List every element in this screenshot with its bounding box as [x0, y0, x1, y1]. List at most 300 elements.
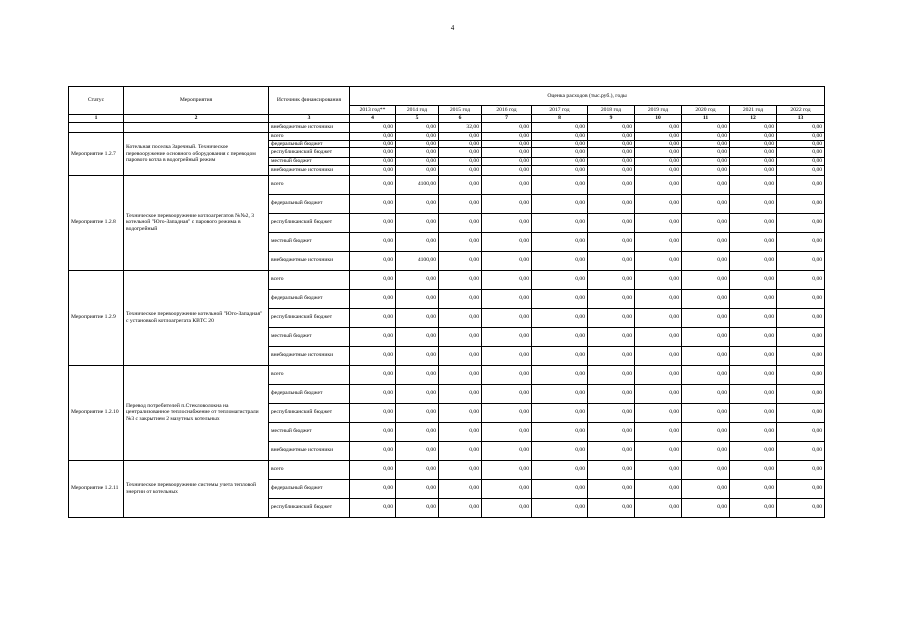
value-cell: 0,00: [396, 498, 439, 517]
value-cell: 0,00: [730, 232, 777, 251]
column-number: 8: [532, 115, 588, 123]
value-cell: 0,00: [439, 251, 482, 270]
table-row: [69, 460, 825, 479]
column-number: 12: [730, 115, 777, 123]
value-cell: 0,00: [532, 365, 588, 384]
source-cell: всего: [269, 270, 350, 289]
value-cell: 0,00: [532, 213, 588, 232]
value-cell: 0,00: [350, 140, 396, 148]
value-cell: 0,00: [439, 270, 482, 289]
value-cell: 0,00: [532, 158, 588, 166]
value-cell: 0,00: [682, 422, 730, 441]
value-cell: 0,00: [682, 175, 730, 194]
event-cell: Техническое перевооружение котельной "Юго-Западная" с установкой котлоагрегата КВТС 20: [124, 270, 269, 365]
value-cell: 0,00: [350, 213, 396, 232]
year-header: 2017 год: [532, 106, 588, 115]
value-cell: 4100,00: [396, 251, 439, 270]
value-cell: 0,00: [439, 460, 482, 479]
value-cell: 0,00: [635, 270, 682, 289]
value-cell: 0,00: [730, 327, 777, 346]
value-cell: 0,00: [482, 460, 532, 479]
value-cell: 0,00: [635, 441, 682, 460]
value-cell: 0,00: [635, 460, 682, 479]
value-cell: 0,00: [777, 251, 825, 270]
table-header: [69, 87, 825, 123]
status-cell: Мероприятие 1.2.8: [69, 175, 124, 270]
value-cell: 0,00: [439, 441, 482, 460]
value-cell: 0,00: [350, 460, 396, 479]
value-cell: 0,00: [635, 123, 682, 133]
value-cell: 0,00: [635, 251, 682, 270]
value-cell: 0,00: [439, 422, 482, 441]
value-cell: 0,00: [730, 158, 777, 166]
value-cell: 0,00: [588, 289, 635, 308]
value-cell: 0,00: [777, 327, 825, 346]
value-cell: 0,00: [350, 133, 396, 141]
value-cell: 0,00: [635, 479, 682, 498]
value-cell: 0,00: [682, 133, 730, 141]
value-cell: 0,00: [588, 232, 635, 251]
value-cell: 0,00: [635, 384, 682, 403]
value-cell: 0,00: [588, 479, 635, 498]
value-cell: 0,00: [682, 441, 730, 460]
column-number: 5: [396, 115, 439, 123]
value-cell: 0,00: [635, 365, 682, 384]
value-cell: 4100,00: [396, 175, 439, 194]
value-cell: 0,00: [439, 346, 482, 365]
value-cell: 0,00: [350, 251, 396, 270]
value-cell: 0,00: [482, 158, 532, 166]
value-cell: 0,00: [482, 289, 532, 308]
value-cell: 0,00: [682, 384, 730, 403]
value-cell: 0,00: [439, 327, 482, 346]
value-cell: 0,00: [730, 133, 777, 141]
value-cell: 0,00: [396, 165, 439, 175]
value-cell: 0,00: [532, 165, 588, 175]
status-cell: Мероприятие 1.2.11: [69, 460, 124, 517]
value-cell: 0,00: [730, 460, 777, 479]
value-cell: 0,00: [350, 175, 396, 194]
status-cell: Мероприятие 1.2.10: [69, 365, 124, 460]
value-cell: 0,00: [396, 403, 439, 422]
value-cell: 0,00: [635, 346, 682, 365]
source-cell: республиканский бюджет: [269, 148, 350, 158]
value-cell: 0,00: [588, 365, 635, 384]
table-body: [69, 123, 825, 518]
value-cell: 0,00: [439, 384, 482, 403]
value-cell: 0,00: [532, 479, 588, 498]
value-cell: 0,00: [532, 232, 588, 251]
value-cell: 0,00: [682, 289, 730, 308]
value-cell: 0,00: [730, 498, 777, 517]
column-number: 10: [635, 115, 682, 123]
value-cell: 0,00: [482, 422, 532, 441]
source-cell: внебюджетные источники: [269, 165, 350, 175]
value-cell: 0,00: [532, 289, 588, 308]
value-cell: 0,00: [396, 133, 439, 141]
value-cell: 0,00: [439, 158, 482, 166]
value-cell: 0,00: [635, 158, 682, 166]
value-cell: 0,00: [730, 194, 777, 213]
column-number: 7: [482, 115, 532, 123]
value-cell: 0,00: [350, 270, 396, 289]
value-cell: 0,00: [588, 158, 635, 166]
value-cell: 0,00: [682, 232, 730, 251]
year-header: 2020 год: [682, 106, 730, 115]
value-cell: 0,00: [396, 213, 439, 232]
value-cell: 0,00: [439, 175, 482, 194]
value-cell: 0,00: [635, 327, 682, 346]
value-cell: 0,00: [682, 140, 730, 148]
source-cell: федеральный бюджет: [269, 140, 350, 148]
source-cell: местный бюджет: [269, 158, 350, 166]
value-cell: 0,00: [682, 346, 730, 365]
value-cell: 0,00: [482, 403, 532, 422]
value-cell: 0,00: [635, 289, 682, 308]
source-cell: республиканский бюджет: [269, 308, 350, 327]
header-source: Источник финансирования: [269, 87, 350, 115]
value-cell: 0,00: [777, 194, 825, 213]
value-cell: 0,00: [635, 148, 682, 158]
value-cell: 0,00: [482, 140, 532, 148]
source-cell: местный бюджет: [269, 422, 350, 441]
value-cell: 0,00: [482, 308, 532, 327]
value-cell: 0,00: [588, 403, 635, 422]
value-cell: 0,00: [350, 194, 396, 213]
value-cell: 0,00: [635, 175, 682, 194]
value-cell: 0,00: [532, 460, 588, 479]
value-cell: 0,00: [682, 460, 730, 479]
value-cell: 0,00: [730, 441, 777, 460]
value-cell: 0,00: [350, 148, 396, 158]
value-cell: 0,00: [532, 140, 588, 148]
value-cell: 0,00: [482, 498, 532, 517]
column-number: 4: [350, 115, 396, 123]
value-cell: 0,00: [682, 498, 730, 517]
source-cell: внебюджетные источники: [269, 251, 350, 270]
page-number: 4: [450, 24, 455, 32]
source-cell: внебюджетные источники: [269, 346, 350, 365]
value-cell: 0,00: [635, 165, 682, 175]
value-cell: 0,00: [396, 441, 439, 460]
value-cell: 0,00: [777, 479, 825, 498]
value-cell: 0,00: [350, 327, 396, 346]
value-cell: 0,00: [482, 384, 532, 403]
value-cell: 0,00: [532, 251, 588, 270]
table-row: [69, 270, 825, 289]
value-cell: 0,00: [482, 365, 532, 384]
value-cell: 0,00: [396, 308, 439, 327]
value-cell: 0,00: [730, 270, 777, 289]
value-cell: 0,00: [588, 213, 635, 232]
value-cell: 0,00: [439, 213, 482, 232]
status-cell: [69, 123, 124, 133]
value-cell: 0,00: [777, 123, 825, 133]
value-cell: 0,00: [482, 148, 532, 158]
value-cell: 0,00: [777, 175, 825, 194]
value-cell: 0,00: [350, 165, 396, 175]
source-cell: республиканский бюджет: [269, 403, 350, 422]
year-header: 2015 год: [439, 106, 482, 115]
budget-table: [68, 86, 825, 518]
value-cell: 0,00: [482, 133, 532, 141]
value-cell: 0,00: [588, 251, 635, 270]
value-cell: 0,00: [439, 403, 482, 422]
value-cell: 0,00: [350, 498, 396, 517]
table-row: [69, 123, 825, 133]
value-cell: 0,00: [682, 479, 730, 498]
year-header: 2022 год: [777, 106, 825, 115]
value-cell: 0,00: [682, 270, 730, 289]
table-row: [69, 365, 825, 384]
source-cell: внебюджетные источники: [269, 123, 350, 133]
value-cell: 0,00: [396, 270, 439, 289]
value-cell: 0,00: [350, 158, 396, 166]
value-cell: 0,00: [777, 165, 825, 175]
value-cell: 0,00: [777, 460, 825, 479]
value-cell: 0,00: [482, 270, 532, 289]
status-cell: Мероприятие 1.2.9: [69, 270, 124, 365]
value-cell: 0,00: [439, 133, 482, 141]
value-cell: 0,00: [777, 422, 825, 441]
source-cell: всего: [269, 175, 350, 194]
value-cell: 0,00: [439, 479, 482, 498]
year-header: 2019 год: [635, 106, 682, 115]
value-cell: 0,00: [730, 422, 777, 441]
value-cell: 0,00: [532, 123, 588, 133]
value-cell: 0,00: [532, 441, 588, 460]
source-cell: местный бюджет: [269, 327, 350, 346]
source-cell: местный бюджет: [269, 232, 350, 251]
table-row: [69, 133, 825, 141]
source-cell: республиканский бюджет: [269, 498, 350, 517]
value-cell: 0,00: [635, 308, 682, 327]
value-cell: 0,00: [350, 232, 396, 251]
value-cell: 0,00: [396, 123, 439, 133]
value-cell: 0,00: [588, 346, 635, 365]
value-cell: 0,00: [635, 232, 682, 251]
column-number: 9: [588, 115, 635, 123]
year-header: 2018 год: [588, 106, 635, 115]
value-cell: 0,00: [350, 365, 396, 384]
value-cell: 0,00: [777, 289, 825, 308]
value-cell: 0,00: [588, 308, 635, 327]
value-cell: 0,00: [682, 213, 730, 232]
value-cell: 0,00: [777, 384, 825, 403]
value-cell: 0,00: [588, 133, 635, 141]
value-cell: 0,00: [588, 140, 635, 148]
value-cell: 0,00: [777, 308, 825, 327]
value-cell: 32,00: [439, 123, 482, 133]
value-cell: 0,00: [730, 346, 777, 365]
header-estimate: Оценка расходов (тыс.руб.), годы: [350, 87, 825, 106]
value-cell: 0,00: [777, 403, 825, 422]
value-cell: 0,00: [396, 140, 439, 148]
value-cell: 0,00: [682, 327, 730, 346]
value-cell: 0,00: [682, 148, 730, 158]
value-cell: 0,00: [635, 133, 682, 141]
value-cell: 0,00: [730, 479, 777, 498]
value-cell: 0,00: [350, 441, 396, 460]
status-cell: Мероприятие 1.2.7: [69, 133, 124, 176]
value-cell: 0,00: [350, 422, 396, 441]
value-cell: 0,00: [730, 213, 777, 232]
header-event: Мероприятия: [124, 87, 269, 115]
value-cell: 0,00: [532, 327, 588, 346]
value-cell: 0,00: [350, 384, 396, 403]
value-cell: 0,00: [588, 384, 635, 403]
event-cell: [124, 123, 269, 133]
column-numbers-row: [69, 115, 825, 123]
value-cell: 0,00: [532, 346, 588, 365]
value-cell: 0,00: [635, 140, 682, 148]
value-cell: 0,00: [682, 123, 730, 133]
value-cell: 0,00: [396, 384, 439, 403]
column-number: 11: [682, 115, 730, 123]
value-cell: 0,00: [635, 403, 682, 422]
value-cell: 0,00: [777, 133, 825, 141]
value-cell: 0,00: [588, 422, 635, 441]
value-cell: 0,00: [439, 308, 482, 327]
value-cell: 0,00: [482, 251, 532, 270]
value-cell: 0,00: [396, 346, 439, 365]
value-cell: 0,00: [396, 194, 439, 213]
value-cell: 0,00: [482, 327, 532, 346]
value-cell: 0,00: [482, 123, 532, 133]
value-cell: 0,00: [532, 403, 588, 422]
source-cell: федеральный бюджет: [269, 479, 350, 498]
value-cell: 0,00: [588, 498, 635, 517]
value-cell: 0,00: [730, 403, 777, 422]
value-cell: 0,00: [439, 148, 482, 158]
value-cell: 0,00: [777, 158, 825, 166]
value-cell: 0,00: [439, 232, 482, 251]
value-cell: 0,00: [350, 479, 396, 498]
value-cell: 0,00: [588, 327, 635, 346]
event-cell: Перевод потребителей п.Стекловолокна на централизованное теплоснабжение от тепломагистрали №3 с закрытием 2 мазутных котельных: [124, 365, 269, 460]
column-number: 13: [777, 115, 825, 123]
value-cell: 0,00: [532, 133, 588, 141]
table-row: [69, 175, 825, 194]
value-cell: 0,00: [730, 140, 777, 148]
value-cell: 0,00: [682, 158, 730, 166]
value-cell: 0,00: [439, 498, 482, 517]
value-cell: 0,00: [532, 148, 588, 158]
value-cell: 0,00: [588, 460, 635, 479]
value-cell: 0,00: [396, 365, 439, 384]
value-cell: 0,00: [730, 148, 777, 158]
column-number: 6: [439, 115, 482, 123]
event-cell: Техническое перевооружение котлоагрегатов №№2, 3 котельной "Юго-Западная" с парового режима в водогрейный: [124, 175, 269, 270]
column-number: 2: [124, 115, 269, 123]
value-cell: 0,00: [777, 498, 825, 517]
value-cell: 0,00: [682, 165, 730, 175]
value-cell: 0,00: [482, 232, 532, 251]
source-cell: федеральный бюджет: [269, 384, 350, 403]
value-cell: 0,00: [588, 123, 635, 133]
value-cell: 0,00: [730, 251, 777, 270]
value-cell: 0,00: [396, 460, 439, 479]
event-cell: Техническое перевооружение системы учета тепловой энергии от котельных: [124, 460, 269, 517]
value-cell: 0,00: [396, 289, 439, 308]
value-cell: 0,00: [482, 479, 532, 498]
value-cell: 0,00: [588, 270, 635, 289]
year-header: 2021 год: [730, 106, 777, 115]
value-cell: 0,00: [588, 194, 635, 213]
value-cell: 0,00: [777, 365, 825, 384]
value-cell: 0,00: [777, 346, 825, 365]
value-cell: 0,00: [532, 498, 588, 517]
value-cell: 0,00: [482, 213, 532, 232]
value-cell: 0,00: [777, 270, 825, 289]
value-cell: 0,00: [777, 140, 825, 148]
source-cell: республиканский бюджет: [269, 213, 350, 232]
value-cell: 0,00: [682, 308, 730, 327]
value-cell: 0,00: [439, 365, 482, 384]
value-cell: 0,00: [532, 422, 588, 441]
year-header: 2014 год: [396, 106, 439, 115]
value-cell: 0,00: [635, 213, 682, 232]
value-cell: 0,00: [730, 175, 777, 194]
value-cell: 0,00: [350, 289, 396, 308]
year-header: 2013 год**: [350, 106, 396, 115]
value-cell: 0,00: [396, 148, 439, 158]
value-cell: 0,00: [350, 123, 396, 133]
value-cell: 0,00: [532, 175, 588, 194]
value-cell: 0,00: [588, 441, 635, 460]
event-cell: Котельная поселка Заречный. Техническое перевооружение основного оборудования с переводом парового котла в водогрейный режим: [124, 133, 269, 176]
column-number: 3: [269, 115, 350, 123]
value-cell: 0,00: [350, 346, 396, 365]
value-cell: 0,00: [482, 165, 532, 175]
value-cell: 0,00: [777, 213, 825, 232]
source-cell: всего: [269, 460, 350, 479]
source-cell: федеральный бюджет: [269, 194, 350, 213]
value-cell: 0,00: [682, 194, 730, 213]
value-cell: 0,00: [532, 194, 588, 213]
value-cell: 0,00: [730, 308, 777, 327]
value-cell: 0,00: [482, 441, 532, 460]
value-cell: 0,00: [482, 194, 532, 213]
value-cell: 0,00: [730, 365, 777, 384]
value-cell: 0,00: [482, 175, 532, 194]
value-cell: 0,00: [532, 308, 588, 327]
source-cell: всего: [269, 365, 350, 384]
value-cell: 0,00: [439, 289, 482, 308]
value-cell: 0,00: [396, 422, 439, 441]
source-cell: внебюджетные источники: [269, 441, 350, 460]
header-status: Статус: [69, 87, 124, 115]
value-cell: 0,00: [588, 175, 635, 194]
value-cell: 0,00: [730, 289, 777, 308]
value-cell: 0,00: [777, 148, 825, 158]
value-cell: 0,00: [682, 251, 730, 270]
value-cell: 0,00: [635, 194, 682, 213]
value-cell: 0,00: [730, 123, 777, 133]
value-cell: 0,00: [396, 479, 439, 498]
value-cell: 0,00: [635, 422, 682, 441]
value-cell: 0,00: [777, 441, 825, 460]
value-cell: 0,00: [588, 165, 635, 175]
value-cell: 0,00: [439, 140, 482, 148]
value-cell: 0,00: [682, 365, 730, 384]
column-number: 1: [69, 115, 124, 123]
source-cell: федеральный бюджет: [269, 289, 350, 308]
value-cell: 0,00: [396, 158, 439, 166]
value-cell: 0,00: [439, 194, 482, 213]
value-cell: 0,00: [532, 384, 588, 403]
value-cell: 0,00: [482, 346, 532, 365]
